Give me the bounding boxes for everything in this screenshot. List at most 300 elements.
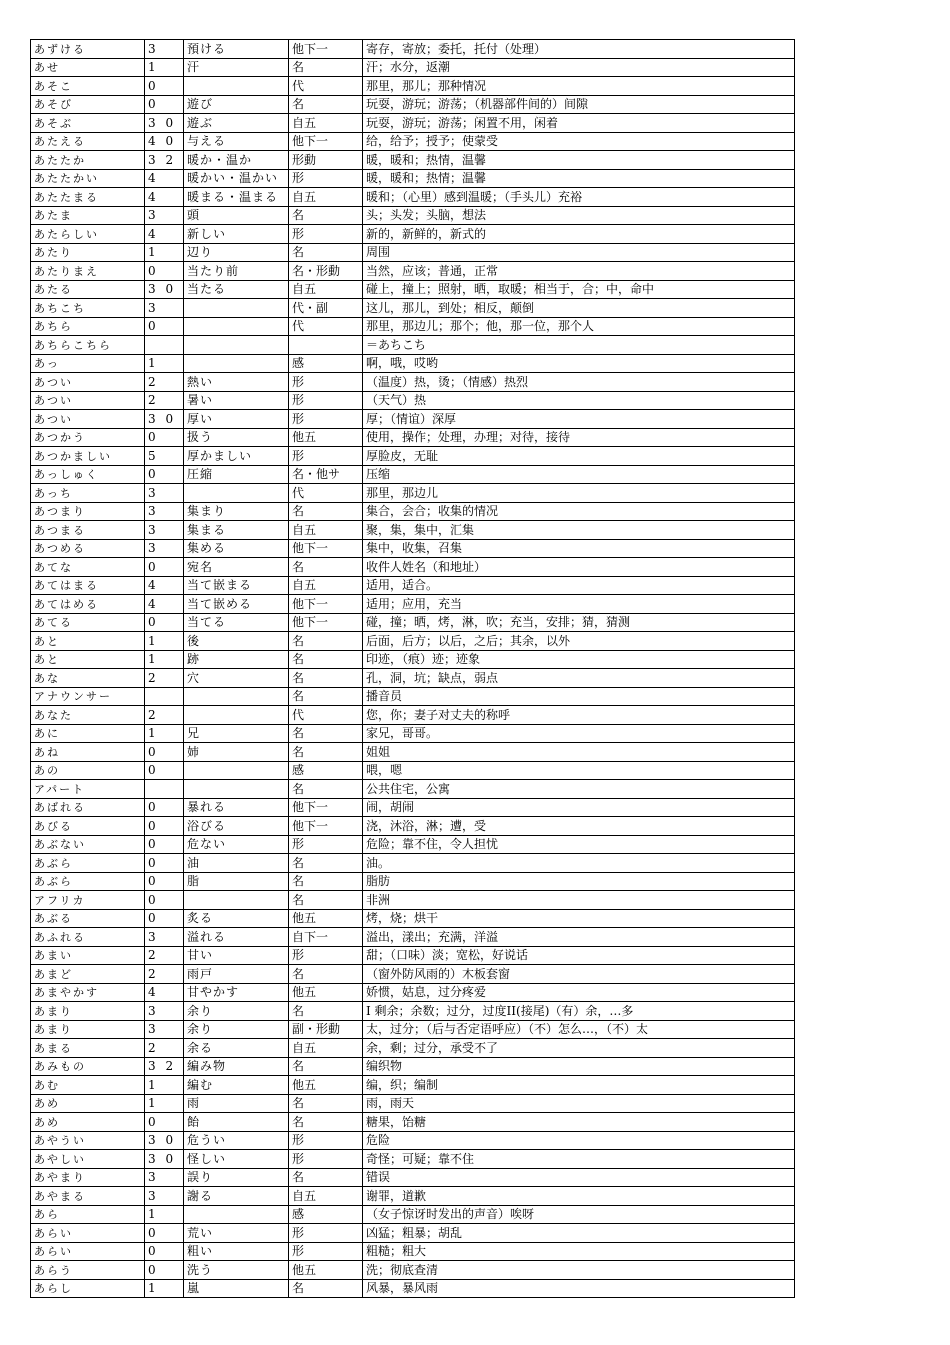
part-of-speech-cell: 名 xyxy=(289,724,363,743)
meaning-cell: 暖，暖和；热情；温馨 xyxy=(363,169,795,188)
table-row xyxy=(31,835,795,854)
accent-cell: 1 xyxy=(145,632,184,651)
accent-cell: 4 xyxy=(145,576,184,595)
accent-cell: 3 xyxy=(145,1168,184,1187)
part-of-speech-cell: 他五 xyxy=(289,1261,363,1280)
kanji-cell: 熱い xyxy=(184,373,289,392)
meaning-cell: 适用，适合。 xyxy=(363,576,795,595)
reading-cell: あと xyxy=(31,650,145,669)
table-row xyxy=(31,225,795,244)
part-of-speech-cell: 名 xyxy=(289,854,363,873)
kanji-cell: 飴 xyxy=(184,1113,289,1132)
kanji-cell: 頭 xyxy=(184,206,289,225)
kanji-cell xyxy=(184,336,289,355)
meaning-cell: 洗；彻底查清 xyxy=(363,1261,795,1280)
meaning-cell: 给，给予；授予；使蒙受 xyxy=(363,132,795,151)
table-row xyxy=(31,1224,795,1243)
part-of-speech-cell: 副・形動 xyxy=(289,1020,363,1039)
table-row xyxy=(31,1094,795,1113)
part-of-speech-cell: 代・副 xyxy=(289,299,363,318)
table-row xyxy=(31,798,795,817)
part-of-speech-cell: 名 xyxy=(289,243,363,262)
vocabulary-table xyxy=(30,39,795,1298)
table-row xyxy=(31,206,795,225)
accent-cell: 0 xyxy=(145,761,184,780)
reading-cell: あつまる xyxy=(31,521,145,540)
meaning-cell: 适用；应用，充当 xyxy=(363,595,795,614)
kanji-cell: 姉 xyxy=(184,743,289,762)
table-row xyxy=(31,1150,795,1169)
accent-cell: 0 xyxy=(145,77,184,96)
reading-cell: あちら xyxy=(31,317,145,336)
reading-cell: あらい xyxy=(31,1242,145,1261)
reading-cell: あつい xyxy=(31,410,145,429)
meaning-cell: 非洲 xyxy=(363,891,795,910)
meaning-cell: 闹，胡闹 xyxy=(363,798,795,817)
part-of-speech-cell: 形 xyxy=(289,1242,363,1261)
kanji-cell: 暖まる・温まる xyxy=(184,188,289,207)
meaning-cell: I 剩余；余数；过分，过度II(接尾)（有）余，…多 xyxy=(363,1002,795,1021)
table-row xyxy=(31,95,795,114)
part-of-speech-cell: 自五 xyxy=(289,188,363,207)
reading-cell: あらし xyxy=(31,1279,145,1298)
meaning-cell: 脂肪 xyxy=(363,872,795,891)
kanji-cell: 預ける xyxy=(184,40,289,59)
table-row xyxy=(31,928,795,947)
accent-cell: 3 2 xyxy=(145,1057,184,1076)
reading-cell: あびる xyxy=(31,817,145,836)
reading-cell: あな xyxy=(31,669,145,688)
table-row xyxy=(31,780,795,799)
part-of-speech-cell: 形 xyxy=(289,1224,363,1243)
table-row xyxy=(31,262,795,281)
reading-cell: あらい xyxy=(31,1224,145,1243)
part-of-speech-cell: 感 xyxy=(289,354,363,373)
kanji-cell xyxy=(184,706,289,725)
kanji-cell: 集まる xyxy=(184,521,289,540)
accent-cell: 2 xyxy=(145,391,184,410)
table-row xyxy=(31,1131,795,1150)
part-of-speech-cell: 形 xyxy=(289,410,363,429)
kanji-cell: 当て嵌まる xyxy=(184,576,289,595)
kanji-cell xyxy=(184,761,289,780)
reading-cell: あらう xyxy=(31,1261,145,1280)
kanji-cell: 後 xyxy=(184,632,289,651)
reading-cell: あめ xyxy=(31,1113,145,1132)
table-row xyxy=(31,521,795,540)
accent-cell: 3 0 xyxy=(145,1131,184,1150)
reading-cell: あてはまる xyxy=(31,576,145,595)
part-of-speech-cell: 名 xyxy=(289,687,363,706)
meaning-cell: 后面，后方；以后，之后；其余，以外 xyxy=(363,632,795,651)
part-of-speech-cell: 代 xyxy=(289,317,363,336)
table-row xyxy=(31,336,795,355)
kanji-cell: 跡 xyxy=(184,650,289,669)
kanji-cell: 扱う xyxy=(184,428,289,447)
meaning-cell: 危险；靠不住，令人担忧 xyxy=(363,835,795,854)
meaning-cell: 啊，哦，哎哟 xyxy=(363,354,795,373)
part-of-speech-cell: 名 xyxy=(289,558,363,577)
part-of-speech-cell: 他下一 xyxy=(289,613,363,632)
table-row xyxy=(31,188,795,207)
kanji-cell xyxy=(184,891,289,910)
reading-cell: あと xyxy=(31,632,145,651)
meaning-cell: 余，剩；过分，承受不了 xyxy=(363,1039,795,1058)
part-of-speech-cell: 感 xyxy=(289,1205,363,1224)
kanji-cell: 当たる xyxy=(184,280,289,299)
part-of-speech-cell: 名 xyxy=(289,891,363,910)
table-row xyxy=(31,965,795,984)
kanji-cell xyxy=(184,780,289,799)
reading-cell: あぶら xyxy=(31,872,145,891)
part-of-speech-cell: 他下一 xyxy=(289,595,363,614)
accent-cell: 1 xyxy=(145,243,184,262)
part-of-speech-cell: 名 xyxy=(289,502,363,521)
accent-cell: 3 xyxy=(145,40,184,59)
part-of-speech-cell: 名 xyxy=(289,780,363,799)
meaning-cell: 粗糙；粗大 xyxy=(363,1242,795,1261)
kanji-cell xyxy=(184,1205,289,1224)
meaning-cell: 孔，洞，坑；缺点，弱点 xyxy=(363,669,795,688)
table-row xyxy=(31,706,795,725)
accent-cell: 3 0 xyxy=(145,280,184,299)
meaning-cell: 压缩 xyxy=(363,465,795,484)
part-of-speech-cell: 名 xyxy=(289,1094,363,1113)
kanji-cell: 余り xyxy=(184,1020,289,1039)
table-row xyxy=(31,669,795,688)
reading-cell: あみもの xyxy=(31,1057,145,1076)
part-of-speech-cell: 感 xyxy=(289,761,363,780)
reading-cell: あの xyxy=(31,761,145,780)
kanji-cell: 当てる xyxy=(184,613,289,632)
meaning-cell: 这儿，那儿，到处；相反，颠倒 xyxy=(363,299,795,318)
part-of-speech-cell: 形 xyxy=(289,169,363,188)
kanji-cell: 荒い xyxy=(184,1224,289,1243)
accent-cell xyxy=(145,336,184,355)
table-row xyxy=(31,761,795,780)
kanji-cell xyxy=(184,77,289,96)
accent-cell: 4 xyxy=(145,983,184,1002)
reading-cell: あめ xyxy=(31,1094,145,1113)
table-row xyxy=(31,410,795,429)
table-row xyxy=(31,891,795,910)
kanji-cell: 雨戸 xyxy=(184,965,289,984)
meaning-cell: 那里，那儿；那种情况 xyxy=(363,77,795,96)
table-row xyxy=(31,151,795,170)
meaning-cell: 编织物 xyxy=(363,1057,795,1076)
table-row xyxy=(31,650,795,669)
accent-cell: 3 xyxy=(145,539,184,558)
kanji-cell: 粗い xyxy=(184,1242,289,1261)
reading-cell: あたま xyxy=(31,206,145,225)
accent-cell: 4 xyxy=(145,188,184,207)
kanji-cell: 集める xyxy=(184,539,289,558)
kanji-cell: 誤り xyxy=(184,1168,289,1187)
table-row xyxy=(31,1205,795,1224)
kanji-cell: 余る xyxy=(184,1039,289,1058)
accent-cell: 1 xyxy=(145,58,184,77)
part-of-speech-cell: 形 xyxy=(289,225,363,244)
part-of-speech-cell: 自五 xyxy=(289,576,363,595)
reading-cell: あつい xyxy=(31,391,145,410)
part-of-speech-cell: 代 xyxy=(289,77,363,96)
accent-cell: 2 xyxy=(145,965,184,984)
accent-cell: 3 xyxy=(145,1002,184,1021)
accent-cell: 0 xyxy=(145,1242,184,1261)
part-of-speech-cell: 形 xyxy=(289,835,363,854)
accent-cell: 1 xyxy=(145,1076,184,1095)
accent-cell: 3 xyxy=(145,206,184,225)
accent-cell xyxy=(145,780,184,799)
kanji-cell: 余り xyxy=(184,1002,289,1021)
accent-cell: 0 xyxy=(145,317,184,336)
meaning-cell: 碰，撞；晒，烤，淋，吹；充当，安排；猜，猜测 xyxy=(363,613,795,632)
kanji-cell: 兄 xyxy=(184,724,289,743)
reading-cell: あつめる xyxy=(31,539,145,558)
part-of-speech-cell: 名 xyxy=(289,1113,363,1132)
accent-cell: 0 xyxy=(145,743,184,762)
accent-cell: 1 xyxy=(145,650,184,669)
kanji-cell: 与える xyxy=(184,132,289,151)
table-row xyxy=(31,114,795,133)
meaning-cell: 奇怪；可疑；靠不住 xyxy=(363,1150,795,1169)
kanji-cell: 謝る xyxy=(184,1187,289,1206)
kanji-cell: 遊ぶ xyxy=(184,114,289,133)
meaning-cell: 糖果，饴糖 xyxy=(363,1113,795,1132)
reading-cell: あやうい xyxy=(31,1131,145,1150)
kanji-cell: 辺り xyxy=(184,243,289,262)
kanji-cell: 暖かい・温かい xyxy=(184,169,289,188)
accent-cell: 0 xyxy=(145,854,184,873)
accent-cell: 3 xyxy=(145,928,184,947)
part-of-speech-cell: 自五 xyxy=(289,1187,363,1206)
meaning-cell: 玩耍，游玩；游荡；（机器部件间的）间隙 xyxy=(363,95,795,114)
accent-cell: 3 xyxy=(145,1187,184,1206)
kanji-cell: 溢れる xyxy=(184,928,289,947)
reading-cell: あそこ xyxy=(31,77,145,96)
meaning-cell: 姐姐 xyxy=(363,743,795,762)
table-row xyxy=(31,280,795,299)
reading-cell: あら xyxy=(31,1205,145,1224)
meaning-cell: 娇惯，姑息，过分疼爱 xyxy=(363,983,795,1002)
meaning-cell: 太，过分；（后与否定语呼应）（不）怎么…，（不）太 xyxy=(363,1020,795,1039)
meaning-cell: 编，织；编制 xyxy=(363,1076,795,1095)
part-of-speech-cell: 名 xyxy=(289,743,363,762)
reading-cell: あちこち xyxy=(31,299,145,318)
table-row xyxy=(31,909,795,928)
meaning-cell: 印迹，（痕）迹；迹象 xyxy=(363,650,795,669)
kanji-cell: 宛名 xyxy=(184,558,289,577)
accent-cell: 4 0 xyxy=(145,132,184,151)
meaning-cell: 甜；（口味）淡；宽松，好说话 xyxy=(363,946,795,965)
table-row xyxy=(31,539,795,558)
meaning-cell: 新的，新鲜的，新式的 xyxy=(363,225,795,244)
accent-cell: 3 0 xyxy=(145,114,184,133)
reading-cell: あばれる xyxy=(31,798,145,817)
kanji-cell: 編む xyxy=(184,1076,289,1095)
kanji-cell xyxy=(184,299,289,318)
reading-cell: あっち xyxy=(31,484,145,503)
table-row xyxy=(31,1261,795,1280)
part-of-speech-cell: 他五 xyxy=(289,909,363,928)
table-row xyxy=(31,299,795,318)
table-row xyxy=(31,1242,795,1261)
kanji-cell: 暖か・温か xyxy=(184,151,289,170)
kanji-cell: 厚い xyxy=(184,410,289,429)
part-of-speech-cell: 形 xyxy=(289,391,363,410)
accent-cell: 3 0 xyxy=(145,1150,184,1169)
accent-cell: 0 xyxy=(145,798,184,817)
meaning-cell: 碰上，撞上；照射，晒，取暖；相当于，合；中，命中 xyxy=(363,280,795,299)
reading-cell: あたる xyxy=(31,280,145,299)
reading-cell: あまやかす xyxy=(31,983,145,1002)
meaning-cell: 汗；水分，返潮 xyxy=(363,58,795,77)
reading-cell: あまど xyxy=(31,965,145,984)
accent-cell: 0 xyxy=(145,1113,184,1132)
table-row xyxy=(31,854,795,873)
kanji-cell: 汗 xyxy=(184,58,289,77)
part-of-speech-cell: 形 xyxy=(289,946,363,965)
table-row xyxy=(31,77,795,96)
reading-cell: あまり xyxy=(31,1020,145,1039)
accent-cell: 0 xyxy=(145,1224,184,1243)
reading-cell: あまり xyxy=(31,1002,145,1021)
accent-cell: 0 xyxy=(145,465,184,484)
kanji-cell: 集まり xyxy=(184,502,289,521)
part-of-speech-cell: 形 xyxy=(289,1150,363,1169)
part-of-speech-cell: 名 xyxy=(289,965,363,984)
reading-cell: あなた xyxy=(31,706,145,725)
part-of-speech-cell: 他五 xyxy=(289,428,363,447)
meaning-cell: 寄存，寄放；委托，托付（处理） xyxy=(363,40,795,59)
table-row xyxy=(31,872,795,891)
table-row xyxy=(31,1113,795,1132)
accent-cell: 2 xyxy=(145,1039,184,1058)
reading-cell: あたらしい xyxy=(31,225,145,244)
kanji-cell xyxy=(184,317,289,336)
reading-cell: あたたかい xyxy=(31,169,145,188)
kanji-cell: 洗う xyxy=(184,1261,289,1280)
table-row xyxy=(31,58,795,77)
reading-cell: あね xyxy=(31,743,145,762)
kanji-cell: 暑い xyxy=(184,391,289,410)
reading-cell: あそぶ xyxy=(31,114,145,133)
reading-cell: あたりまえ xyxy=(31,262,145,281)
table-row xyxy=(31,1020,795,1039)
part-of-speech-cell: 名 xyxy=(289,206,363,225)
kanji-cell xyxy=(184,687,289,706)
meaning-cell: （窗外防风雨的）木板套窗 xyxy=(363,965,795,984)
meaning-cell: 谢罪，道歉 xyxy=(363,1187,795,1206)
reading-cell: あまい xyxy=(31,946,145,965)
reading-cell: あてはめる xyxy=(31,595,145,614)
reading-cell: あぶない xyxy=(31,835,145,854)
reading-cell: あぶら xyxy=(31,854,145,873)
kanji-cell: 危ない xyxy=(184,835,289,854)
meaning-cell: 危险 xyxy=(363,1131,795,1150)
part-of-speech-cell: 他下一 xyxy=(289,539,363,558)
accent-cell: 2 xyxy=(145,946,184,965)
meaning-cell: 头；头发；头脑，想法 xyxy=(363,206,795,225)
accent-cell: 3 xyxy=(145,484,184,503)
kanji-cell: 新しい xyxy=(184,225,289,244)
table-row xyxy=(31,1039,795,1058)
kanji-cell: 甘やかす xyxy=(184,983,289,1002)
part-of-speech-cell: 自五 xyxy=(289,1039,363,1058)
part-of-speech-cell: 形 xyxy=(289,447,363,466)
table-row xyxy=(31,576,795,595)
reading-cell: あつかう xyxy=(31,428,145,447)
accent-cell: 0 xyxy=(145,95,184,114)
accent-cell: 2 xyxy=(145,706,184,725)
part-of-speech-cell: 名 xyxy=(289,650,363,669)
reading-cell: あやまる xyxy=(31,1187,145,1206)
reading-cell: あちらこちら xyxy=(31,336,145,355)
part-of-speech-cell: 他下一 xyxy=(289,798,363,817)
kanji-cell: 甘い xyxy=(184,946,289,965)
table-row xyxy=(31,817,795,836)
reading-cell: あっ xyxy=(31,354,145,373)
meaning-cell: 您，你；妻子对丈夫的称呼 xyxy=(363,706,795,725)
accent-cell: 1 xyxy=(145,1205,184,1224)
accent-cell: 3 0 xyxy=(145,410,184,429)
accent-cell: 0 xyxy=(145,817,184,836)
kanji-cell: 当たり前 xyxy=(184,262,289,281)
accent-cell: 4 xyxy=(145,225,184,244)
accent-cell: 1 xyxy=(145,1279,184,1298)
meaning-cell: 集合，会合；收集的情况 xyxy=(363,502,795,521)
accent-cell: 1 xyxy=(145,354,184,373)
table-row xyxy=(31,983,795,1002)
table-row xyxy=(31,595,795,614)
meaning-cell: ＝あちこち xyxy=(363,336,795,355)
reading-cell: あずける xyxy=(31,40,145,59)
accent-cell: 3 xyxy=(145,502,184,521)
accent-cell: 0 xyxy=(145,835,184,854)
kanji-cell: 編み物 xyxy=(184,1057,289,1076)
table-row xyxy=(31,1168,795,1187)
meaning-cell: 集中，收集，召集 xyxy=(363,539,795,558)
meaning-cell: 周围 xyxy=(363,243,795,262)
table-row xyxy=(31,1279,795,1298)
kanji-cell: 遊び xyxy=(184,95,289,114)
part-of-speech-cell: 他下一 xyxy=(289,40,363,59)
meaning-cell: 聚，集，集中，汇集 xyxy=(363,521,795,540)
meaning-cell: 公共住宅，公寓 xyxy=(363,780,795,799)
table-row xyxy=(31,946,795,965)
table-row xyxy=(31,632,795,651)
accent-cell: 3 2 xyxy=(145,151,184,170)
part-of-speech-cell: 名 xyxy=(289,1279,363,1298)
reading-cell: あぶる xyxy=(31,909,145,928)
accent-cell: 0 xyxy=(145,428,184,447)
table-row xyxy=(31,447,795,466)
reading-cell: あつまり xyxy=(31,502,145,521)
meaning-cell: 溢出，漾出；充满，洋溢 xyxy=(363,928,795,947)
part-of-speech-cell: 名 xyxy=(289,1002,363,1021)
kanji-cell: 炙る xyxy=(184,909,289,928)
table-row xyxy=(31,132,795,151)
reading-cell: あやしい xyxy=(31,1150,145,1169)
table-row xyxy=(31,1187,795,1206)
accent-cell: 1 xyxy=(145,1094,184,1113)
reading-cell: あつかましい xyxy=(31,447,145,466)
meaning-cell: 喂，嗯 xyxy=(363,761,795,780)
kanji-cell: 厚かましい xyxy=(184,447,289,466)
kanji-cell: 圧縮 xyxy=(184,465,289,484)
table-row xyxy=(31,502,795,521)
reading-cell: あつい xyxy=(31,373,145,392)
